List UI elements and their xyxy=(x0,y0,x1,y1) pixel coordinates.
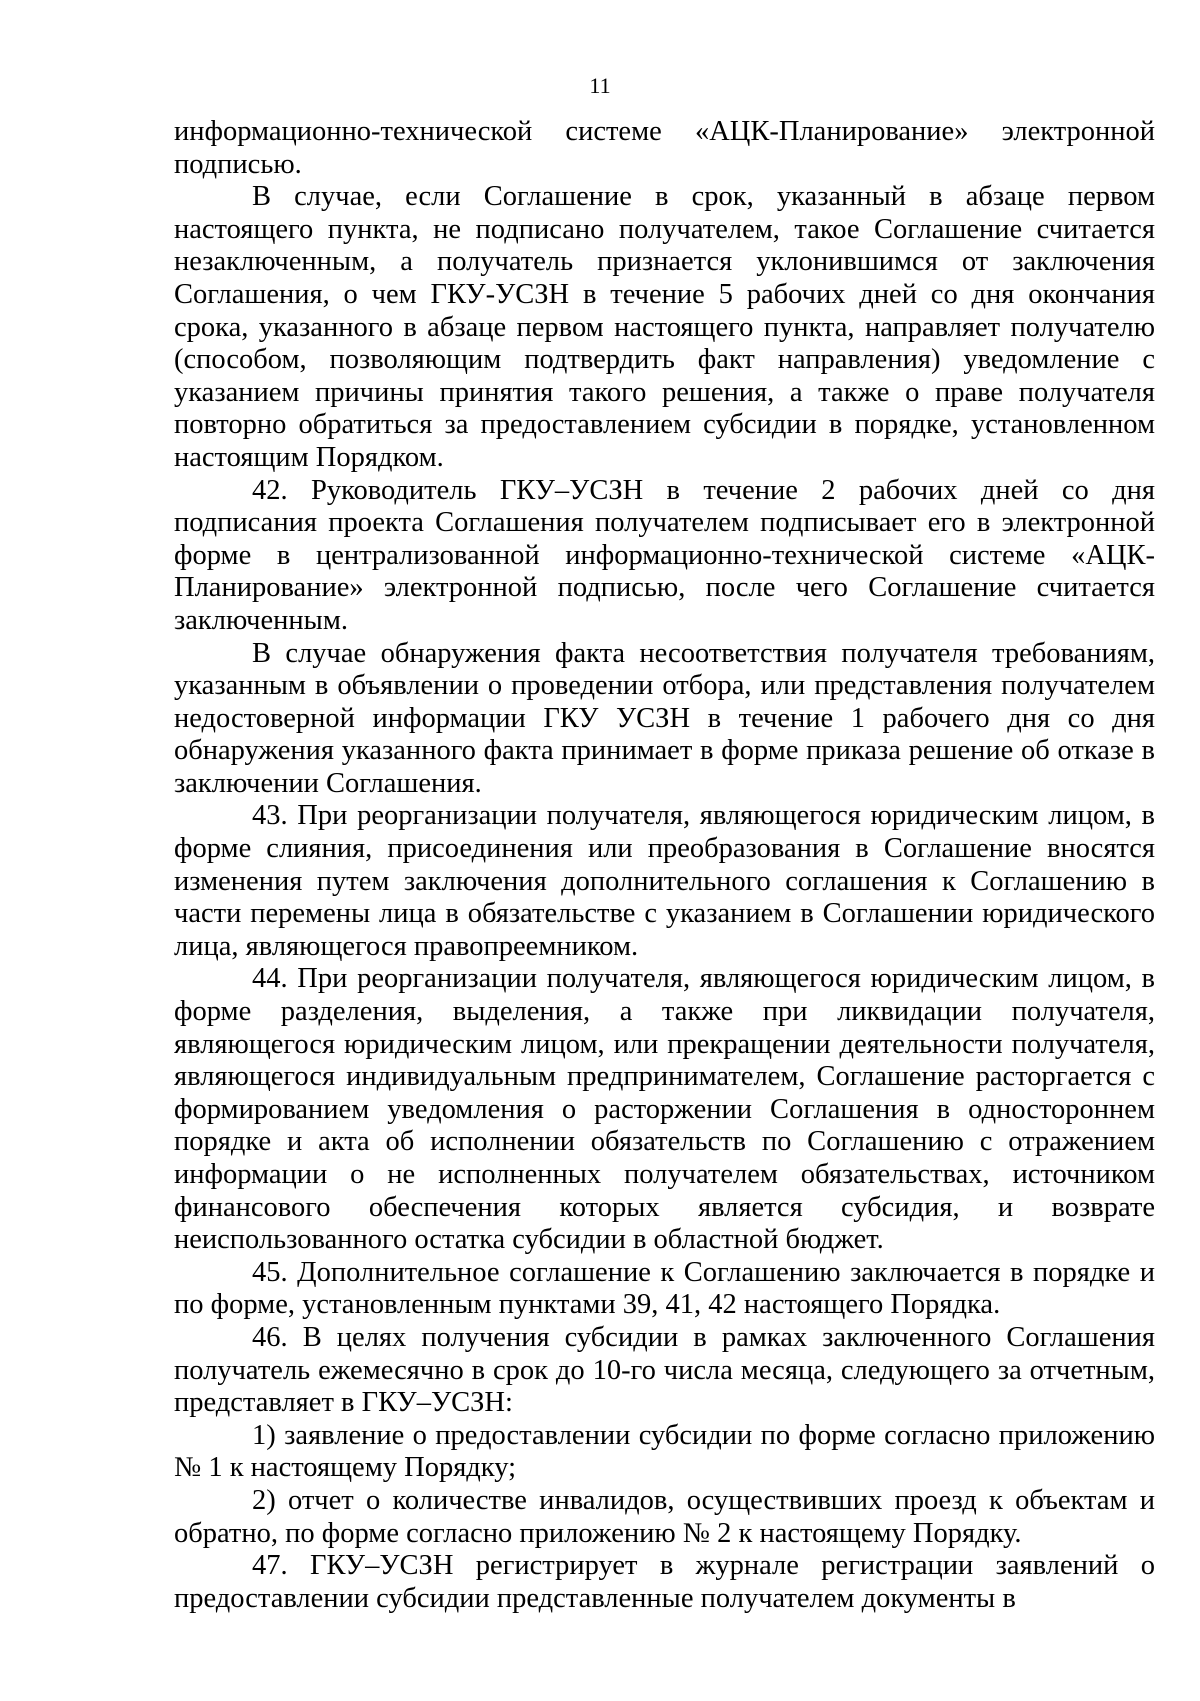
paragraph-item-44: 44. При реорганизации получателя, являющегося юридическим лицом, в форме разделения, выделения, а также при ликвидации получателя, являющегося юридическим лицом, или прекращении деятельности получателя, являющегося индивидуальным предпринимателем, Соглашение расторгается с формированием уведомления о расторжении Соглашения в одностороннем порядке и акта об исполнении обязательств по Соглашению с отражением информации о не исполненных получателем обязательствах, источником финансового обеспечения которых является субсидия, и возврате неиспользованного остатка субсидии в областной бюджет. xyxy=(174,963,1155,1256)
paragraph-item-47: 47. ГКУ–УСЗН регистрирует в журнале регистрации заявлений о предоставлении субсидии представленные получателем документы в xyxy=(174,1550,1155,1614)
paragraph-unsigned-agreement: В случае, если Соглашение в срок, указанный в абзаце первом настоящего пункта, не подписано получателем, такое Соглашение считается незаключенным, а получатель признается уклонившимся от заключения Соглашения, о чем ГКУ-УСЗН в течение 5 рабочих дней со дня окончания срока, указанного в абзаце первом настоящего пункта, направляет получателю (способом, позволяющим подтвердить факт направления) уведомление с указанием причины принятия такого решения, а также о праве получателя повторно обратиться за предоставлением субсидии в порядке, установленном настоящим Порядком. xyxy=(174,181,1155,473)
paragraph-item-45: 45. Дополнительное соглашение к Соглашению заключается в порядке и по форме, установленным пунктами 39, 41, 42 настоящего Порядка. xyxy=(174,1256,1155,1321)
page-number: 11 xyxy=(589,73,611,98)
paragraph-subitem-1: 1) заявление о предоставлении субсидии по форме согласно приложению № 1 к настоящему Порядку; xyxy=(174,1419,1155,1484)
paragraph-item-42: 42. Руководитель ГКУ–УСЗН в течение 2 рабочих дней со дня подписания проекта Соглашения получателем подписывает его в электронной форме в централизованной информационно-технической системе «АЦК-Планирование» электронной подписью, после чего Соглашение считается заключенным. xyxy=(174,474,1155,636)
document-body xyxy=(174,116,1155,1615)
paragraph-subitem-2: 2) отчет о количестве инвалидов, осуществивших проезд к объектам и обратно, по форме согласно приложению № 2 к настоящему Порядку. xyxy=(174,1484,1155,1549)
paragraph-continuation: информационно-технической системе «АЦК-Планирование» электронной подписью. xyxy=(174,116,1155,180)
paragraph-item-46: 46. В целях получения субсидии в рамках заключенного Соглашения получатель ежемесячно в срок до 10-го числа месяца, следующего за отчетным, представляет в ГКУ–УСЗН: xyxy=(174,1321,1155,1419)
paragraph-nonconformity: В случае обнаружения факта несоответствия получателя требованиям, указанным в объявлении о проведении отбора, или представления получателем недостоверной информации ГКУ УСЗН в течение 1 рабочего дня со дня обнаружения указанного факта принимает в форме приказа решение об отказе в заключении Соглашения. xyxy=(174,637,1155,799)
paragraph-item-43: 43. При реорганизации получателя, являющегося юридическим лицом, в форме слияния, присоединения или преобразования в Соглашение вносятся изменения путем заключения дополнительного соглашения к Соглашению в части перемены лица в обязательстве с указанием в Соглашении юридического лица, являющегося правопреемником. xyxy=(174,800,1155,962)
